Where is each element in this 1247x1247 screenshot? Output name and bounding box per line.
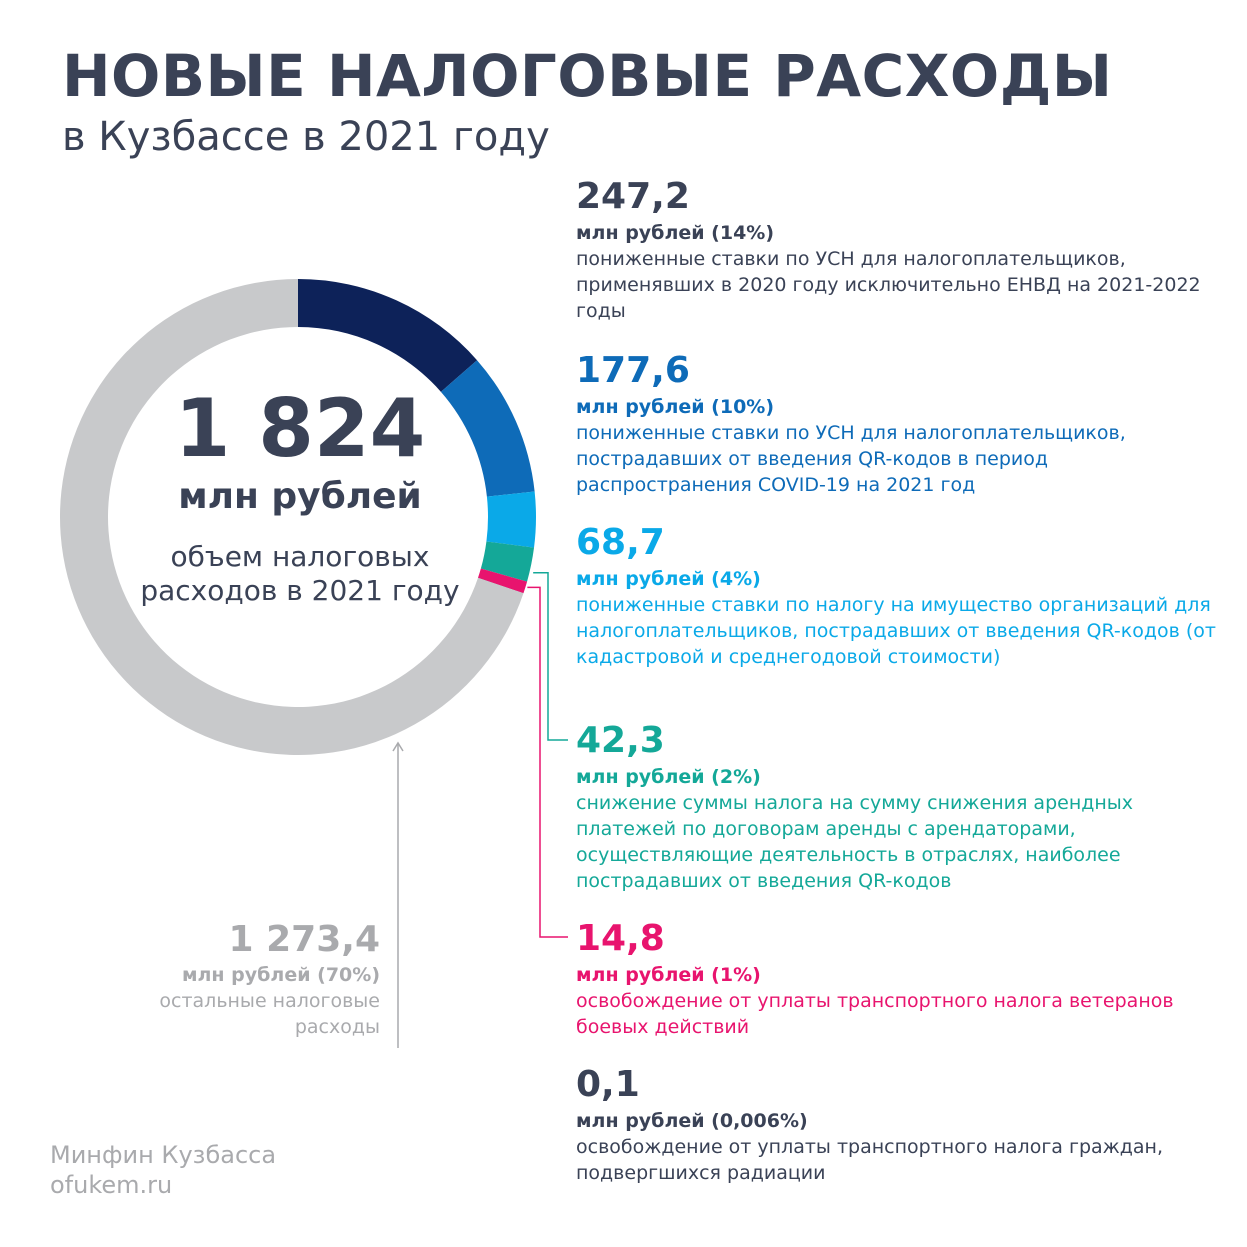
legend-description: пониженные ставки по УСН для налогоплательщиков, пострадавших от введения QR-кодов в период распространения COVID-19 на 2021 год [576,422,1126,496]
legend-unit: млн рублей (0,006%) [576,1110,808,1132]
legend-value: 1 273,4 [228,919,380,960]
footer [50,1140,276,1200]
legend-unit: млн рублей (10%) [576,396,775,418]
legend-value: 42,3 [576,720,665,761]
legend-value: 68,7 [576,522,665,563]
total-description: объем налоговых расходов в 2021 году [140,540,460,607]
legend-description: пониженные ставки по налогу на имущество организаций для налогоплательщиков, пострадавших от введения QR-кодов (от кадастровой и среднегодовой стоимости) [576,594,1216,668]
legend-item-usn-envd [576,176,1226,324]
legend-unit: млн рублей (2%) [576,766,761,788]
legend-value: 14,8 [576,918,665,959]
legend-item-radiation-transport [576,1064,1226,1186]
footer-url: ofukem.ru [50,1171,173,1199]
legend-value: 0,1 [576,1064,640,1105]
legend-item-property-tax [576,522,1226,670]
donut-slice-usn-envd [298,279,477,392]
donut-slice-property-tax [486,491,536,547]
legend-description: пониженные ставки по УСН для налогоплательщиков, применявших в 2020 году исключительно ЕНВД на 2021-2022 годы [576,248,1201,322]
legend-unit: млн рублей (1%) [576,964,761,986]
legend-item-rent-reduction [576,720,1226,894]
legend-unit: млн рублей (70%) [181,964,380,986]
page-title: НОВЫЕ НАЛОГОВЫЕ РАСХОДЫ [62,42,1113,110]
legend-item-other [100,918,380,1040]
legend-value: 247,2 [576,176,690,217]
legend-description: освобождение от уплаты транспортного налога ветеранов боевых действий [576,990,1174,1038]
legend-description: освобождение от уплаты транспортного налога граждан, подвергшихся радиации [576,1136,1164,1184]
total-unit: млн рублей [178,476,422,517]
legend-description: остальные налоговые расходы [159,990,380,1038]
legend-item-usn-qr [576,350,1226,498]
legend-value: 177,6 [576,350,690,391]
total-value: 1 824 [174,382,426,475]
legend-unit: млн рублей (4%) [576,568,761,590]
footer-source: Минфин Кузбасса [50,1141,277,1169]
legend-item-veterans-transport [576,918,1226,1040]
legend-unit: млн рублей (14%) [576,222,775,244]
page-subtitle: в Кузбассе в 2021 году [62,114,550,160]
leader-line-rent-reduction [533,573,568,740]
legend-description: снижение суммы налога на сумму снижения арендных платежей по договорам аренды с арендаторами, осуществляющие деятельность в отраслях, наиболее пострадавших от введения QR-кодов [576,792,1134,892]
